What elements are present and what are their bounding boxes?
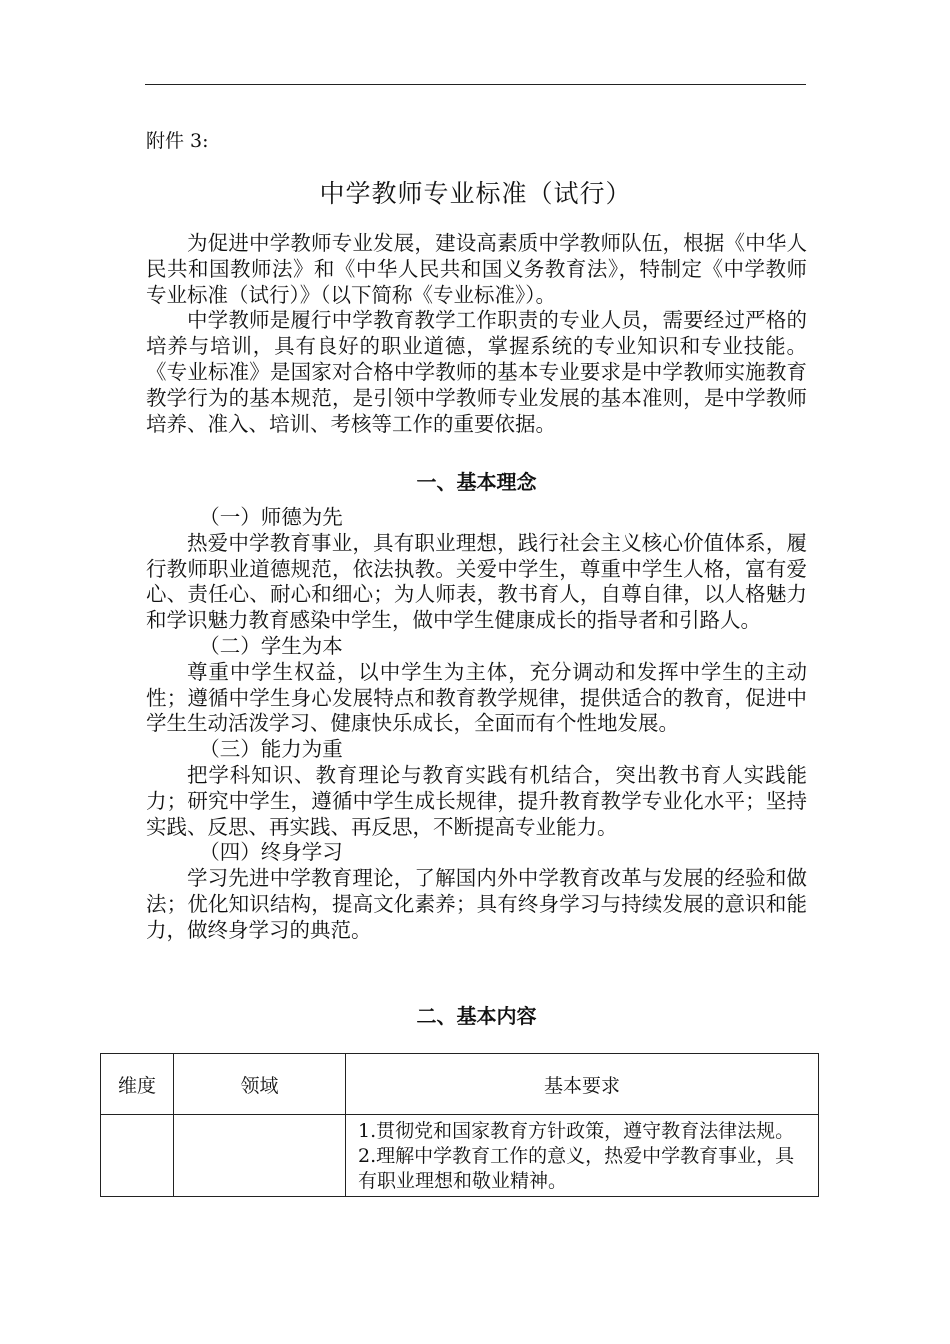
item-title: （四）终身学习 [199,840,343,865]
column-header-dimension: 维度 [101,1054,174,1115]
requirement-item: 2.理解中学教育工作的意义，热爱中学教育事业，具有职业理想和敬业精神。 [358,1145,795,1192]
annex-label: 附件 3: [146,130,209,152]
section-heading-basic-content: 二、基本内容 [416,1004,537,1028]
item-body: 学习先进中学教育理论，了解国内外中学教育改革与发展的经验和做法；优化知识结构，提高文化素养；具有终身学习与持续发展的意识和能力，做终身学习的典范。 [146,866,807,942]
item-body: 尊重中学生权益，以中学生为主体，充分调动和发挥中学生的主动性；遵循中学生身心发展特点和教育教学规律，提供适合的教育，促进中学生生动活泼学习、健康快乐成长，全面而有个性地发展。 [146,659,807,736]
intro-paragraph: 中学教师是履行中学教育教学工作职责的专业人员，需要经过严格的培养与培训，具有良好的职业道德，掌握系统的专业知识和专业技能。《专业标准》是国家对合格中学教师的基本专业要求是中学教师实施教育教学行为的基本规范，是引领中学教师专业发展的基本准则，是中学教师培养、准入、培训、考核等工作的重要依据。 [146,308,807,436]
table-header-row [101,1054,819,1115]
dimension-cell [101,1115,174,1197]
item-title: （一）师德为先 [199,505,343,529]
basic-ideas-block [146,505,807,944]
intro-block [146,231,807,437]
item-body: 热爱中学教育事业，具有职业理想，践行社会主义核心价值体系，履行教师职业道德规范，依法执教。关爱中学生，尊重中学生人格，富有爱心、责任心、耐心和细心；为人师表，教书育人，自尊自律，以人格魅力和学识魅力教育感染中学生，做中学生健康成长的指导者和引路人。 [146,530,807,633]
requirements-cell [346,1115,819,1197]
header-rule [145,84,806,85]
document-title: 中学教师专业标准（试行） [319,179,632,208]
table-row [101,1115,819,1197]
item-body: 把学科知识、教育理论与教育实践有机结合，突出教书育人实践能力；研究中学生，遵循中学生成长规律，提升教育教学专业化水平；坚持实践、反思、再实践、再反思，不断提高专业能力。 [146,762,807,839]
standards-table [100,1053,819,1197]
column-header-requirements: 基本要求 [346,1054,819,1115]
intro-paragraph: 为促进中学教师专业发展，建设高素质中学教师队伍，根据《中华人民共和国教师法》和《中华人民共和国义务教育法》，特制定《中学教师专业标准（试行）》（以下简称《专业标准》）。 [146,231,807,307]
section-heading-basic-ideas: 一、基本理念 [416,470,537,494]
domain-cell [174,1115,346,1197]
column-header-domain: 领域 [174,1054,346,1115]
item-title: （二）学生为本 [199,633,343,658]
requirement-item: 1.贯彻党和国家教育方针政策，遵守教育法律法规。 [358,1120,795,1142]
item-title: （三）能力为重 [199,737,343,762]
